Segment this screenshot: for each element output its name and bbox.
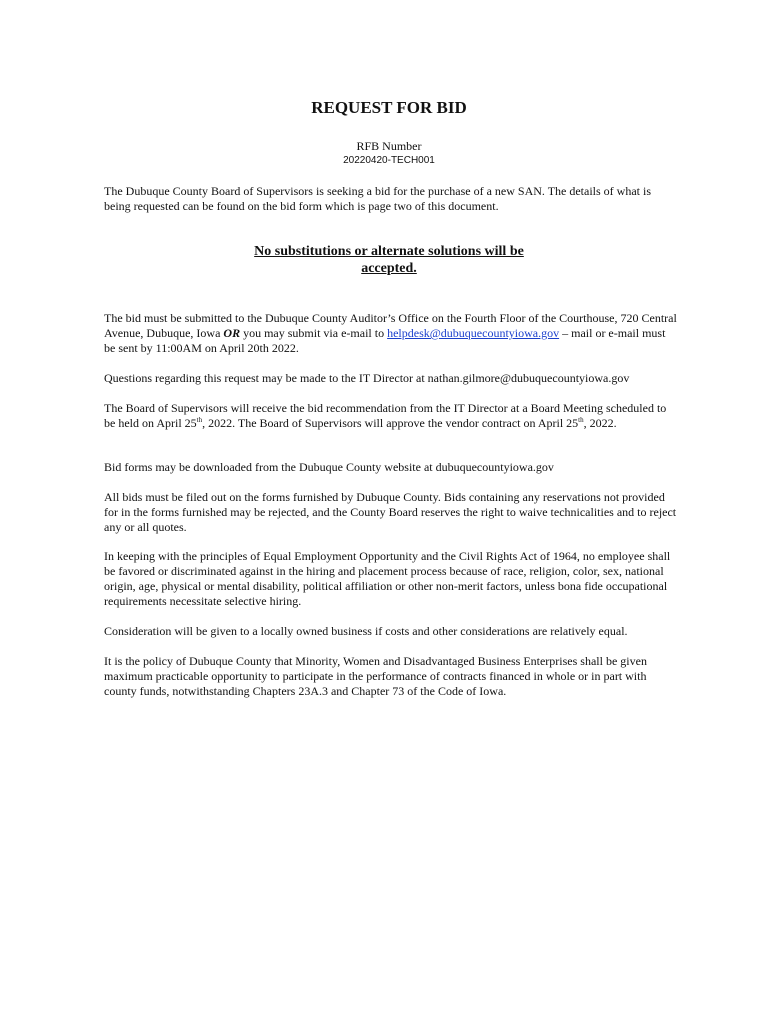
page-title: REQUEST FOR BID [311,98,467,117]
rfb-number-label: RFB Number [356,139,422,153]
or-emphasis: OR [223,326,241,340]
no-substitutions-notice [0,243,770,277]
rfb-number-value: 20220420-TECH001 [343,155,435,166]
helpdesk-email-link[interactable]: helpdesk@dubuquecountyiowa.gov [387,326,560,340]
board-sup-2: th [578,416,584,424]
bid-forms-paragraph: Bid forms may be downloaded from the Dubuque County website at dubuquecountyiowa.gov [104,460,554,474]
all-bids-paragraph: All bids must be filed out on the forms furnished by Dubuque County. Bids containing any reservations not provided for in the forms furnished may be rejected, and the County Board reserves the right to waive technicalities and to reject any or all quotes. [104,490,677,534]
board-text-1: The Board of Supervisors will receive the bid recommendation from the IT Director at a Board Meeting scheduled to be held on April 25 [104,401,667,430]
board-sup-1: th [196,416,203,424]
notice-line-1: No substitutions or alternate solutions will be [254,244,524,259]
submission-text-1: The bid must be submitted to the Dubuque County Auditor’s Office on the Fourth Floor of the Courthouse, 720 Central Avenue, Dubuque, Iowa [104,311,677,340]
submission-text-2: you may submit via e-mail to [240,326,388,340]
intro-paragraph: The Dubuque County Board of Supervisors is seeking a bid for the purchase of a new SAN. The details of what is being requested can be found on the bid form which is page two of this document. [104,184,652,213]
local-business-paragraph: Consideration will be given to a locally owned business if costs and other considerations are relatively equal. [104,624,628,638]
eeo-paragraph: In keeping with the principles of Equal Employment Opportunity and the Civil Rights Act of 1964, no employee shall be favored or discriminated against in the hiring and placement process because of race, religion, color, sex, national origin, age, physical or mental disability, political affiliation or other non-merit factors, unless bona fide occupational requirements necessitate selective hiring. [104,549,671,608]
board-text-3: , 2022. [583,416,617,430]
board-paragraph [104,401,678,431]
policy-paragraph: It is the policy of Dubuque County that Minority, Women and Disadvantaged Business Enterprises shall be given maximum practicable opportunity to participate in the performance of contracts financed in whole or in part with county funds, notwithstanding Chapters 23A.3 and Chapter 73 of the Code of Iowa. [104,654,647,698]
notice-line-2: accepted. [361,261,417,276]
board-text-2: , 2022. The Board of Supervisors will approve the vendor contract on April 25 [202,416,579,430]
submission-paragraph [104,311,678,356]
submission-text-3: – mail or e-mail must be sent by 11:00AM on April 20th 2022. [104,326,666,355]
questions-paragraph: Questions regarding this request may be made to the IT Director at nathan.gilmore@dubuquecountyiowa.gov [104,371,630,385]
